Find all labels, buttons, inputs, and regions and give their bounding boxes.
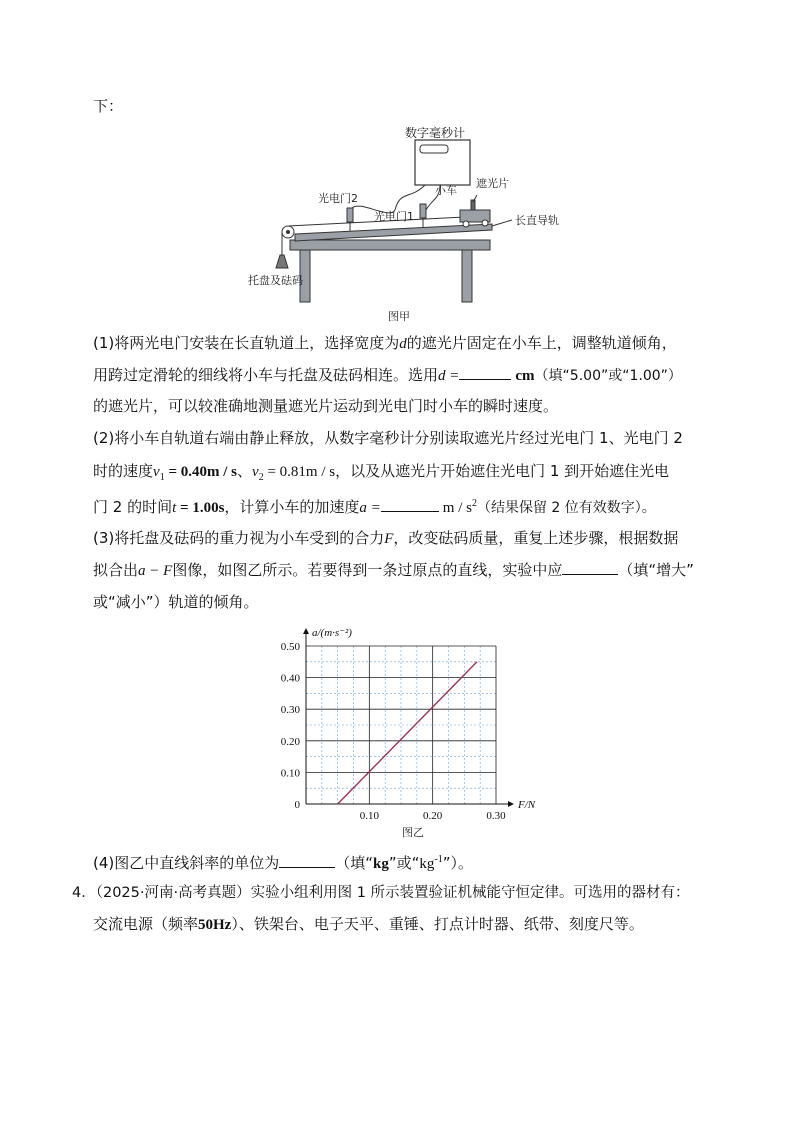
gate1-label: 光电门1 xyxy=(374,210,414,223)
figure-a-caption: 图甲 xyxy=(388,310,410,323)
apparatus-figure xyxy=(240,120,560,323)
q4-answer-blank[interactable] xyxy=(279,853,335,868)
problem4-line2: 交流电源（频率50Hz）、铁架台、电子天平、重锤、打点计时器、纸带、刻度尺等。 xyxy=(93,915,644,933)
y-tick-label: 0.20 xyxy=(280,735,300,748)
y-axis-arrow xyxy=(303,628,309,634)
intro-text: 下： xyxy=(93,97,124,115)
x-axis-arrow xyxy=(508,801,514,807)
tray-label: 托盘及砝码 xyxy=(248,274,303,287)
timer-label: 数字毫秒计 xyxy=(405,126,466,140)
q2-line2: 时的速度$v_1 = 0.40m / s$、$v_2 = 0.81m / s$，以及从遮光片开始遮住光电门 1 到开始遮住光电 xyxy=(93,462,670,483)
x-tick-label: 0.30 xyxy=(486,810,506,822)
rail-label: 长直导轨 xyxy=(515,214,559,227)
a-f-chart xyxy=(270,618,550,840)
q3-answer-blank[interactable] xyxy=(562,560,618,575)
figure-b-caption: 图乙 xyxy=(402,826,424,839)
fit-line xyxy=(338,662,477,804)
cart-label: 小车 xyxy=(435,184,457,197)
y-tick-label: 0.40 xyxy=(280,672,300,685)
x-tick-label: 0.20 xyxy=(423,810,443,822)
q3-line2: 拟合出a − F图像，如图乙所示。若要得到一条过原点的直线，实验中应 （填“增大” xyxy=(93,561,694,579)
shutter-label: 遮光片 xyxy=(476,177,509,190)
y-tick-label: 0.10 xyxy=(280,767,300,780)
y-tick-label: 0.30 xyxy=(280,704,300,717)
q3-line3: 或“减小”）轨道的倾角。 xyxy=(93,593,259,611)
q1-line3: 的遮光片，可以较准确地测量遮光片运动到光电门时小车的瞬时速度。 xyxy=(93,397,559,415)
q4-line1: (4)图乙中直线斜率的单位为 （填“kg”或“$kg^{-1}$”）。 xyxy=(93,854,474,872)
gate2-label: 光电门2 xyxy=(318,192,358,205)
y-tick-label: 0.50 xyxy=(280,641,300,653)
q2-line1: (2)将小车自轨道右端由静止释放，从数字毫秒计分别读取遮光片经过光电门 1、光电门 2 xyxy=(93,429,683,447)
q1-answer-blank[interactable] xyxy=(459,365,511,380)
y-axis-label: a/(m·s⁻²) xyxy=(312,627,352,639)
y-tick-label: 0 xyxy=(294,799,300,811)
q1-line2: 用跨过定滑轮的细线将小车与托盘及砝码相连。选用d = cm（填“5.00”或“1.00”） xyxy=(93,366,682,384)
q2-answer-blank[interactable] xyxy=(381,497,439,512)
x-tick-label: 0.10 xyxy=(359,810,379,822)
q2-line3: 门 2 的时间t = 1.00s，计算小车的加速度$a = m / s^2$（结果保留 2 位有效数字）。 xyxy=(93,498,656,516)
q1-line1: (1)将两光电门安装在长直轨道上，选择宽度为d的遮光片固定在小车上，调整轨道倾角， xyxy=(93,334,677,352)
q3-line1: (3)将托盘及砝码的重力视为小车受到的合力F，改变砝码质量，重复上述步骤，根据数据 xyxy=(93,529,679,547)
problem4-line1: 4．（2025·河南·高考真题）实验小组利用图 1 所示装置验证机械能守恒定律。可选用的器材有： xyxy=(72,885,690,901)
x-axis-label: F/N xyxy=(518,799,536,811)
chart-figure-b xyxy=(270,618,550,840)
